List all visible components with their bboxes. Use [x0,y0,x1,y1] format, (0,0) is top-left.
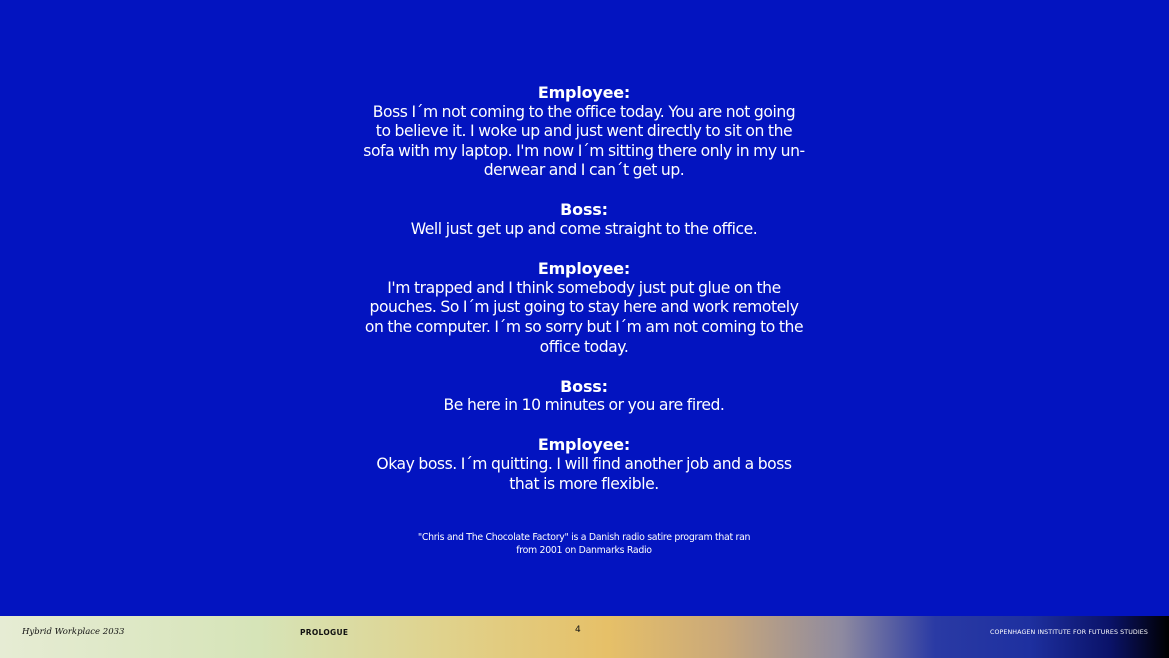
speaker-label: Employee: [537,259,631,279]
speaker-label: Employee: [537,435,631,455]
dialogue-line: that is more flexible. [509,474,659,493]
dialogue-line: on the computer. I´m so sorry but I´m am not coming to the [364,317,804,336]
dialogue-line: to believe it. I woke up and just went directly to sit on the [375,122,793,141]
footnote [334,531,834,557]
speaker-label: Boss: [560,376,608,396]
footer-organization: COPENHAGEN INSTITUTE FOR FUTURES STUDIES [989,629,1148,636]
dialogue-line: I'm trapped and I think somebody just put glue on the [387,278,781,297]
dialogue-block-boss-2 [334,377,834,416]
dialogue-line: Well just get up and come straight to the office. [410,220,758,239]
dialogue-line: pouches. So I´m just going to stay here and work remotely [369,298,799,317]
footnote-line: from 2001 on Danmarks Radio [516,545,652,556]
dialogue [334,83,834,514]
speaker-label: Boss: [560,200,608,220]
dialogue-line: derwear and I can´t get up. [483,161,685,180]
dialogue-line: Boss I´m not coming to the office today. You are not going [372,102,796,121]
footer-bar [0,616,1169,658]
dialogue-block-boss-1 [334,200,834,239]
dialogue-block-employee-3 [334,435,834,494]
dialogue-block-employee-2 [334,259,834,357]
dialogue-line: office today. [539,337,629,356]
dialogue-block-employee-1 [334,83,834,181]
speaker-label: Employee: [537,83,631,102]
footer-document-title: Hybrid Workplace 2033 [22,627,125,637]
footnote-line: "Chris and The Chocolate Factory" is a Danish radio satire program that ran [417,532,751,543]
footer-section-label: PROLOGUE [300,628,349,637]
page-number: 4 [575,625,581,635]
dialogue-line: Be here in 10 minutes or you are fired. [443,396,725,415]
dialogue-line: sofa with my laptop. I'm now I´m sitting there only in my un- [363,141,805,160]
dialogue-line: Okay boss. I´m quitting. I will find another job and a boss [376,454,792,473]
